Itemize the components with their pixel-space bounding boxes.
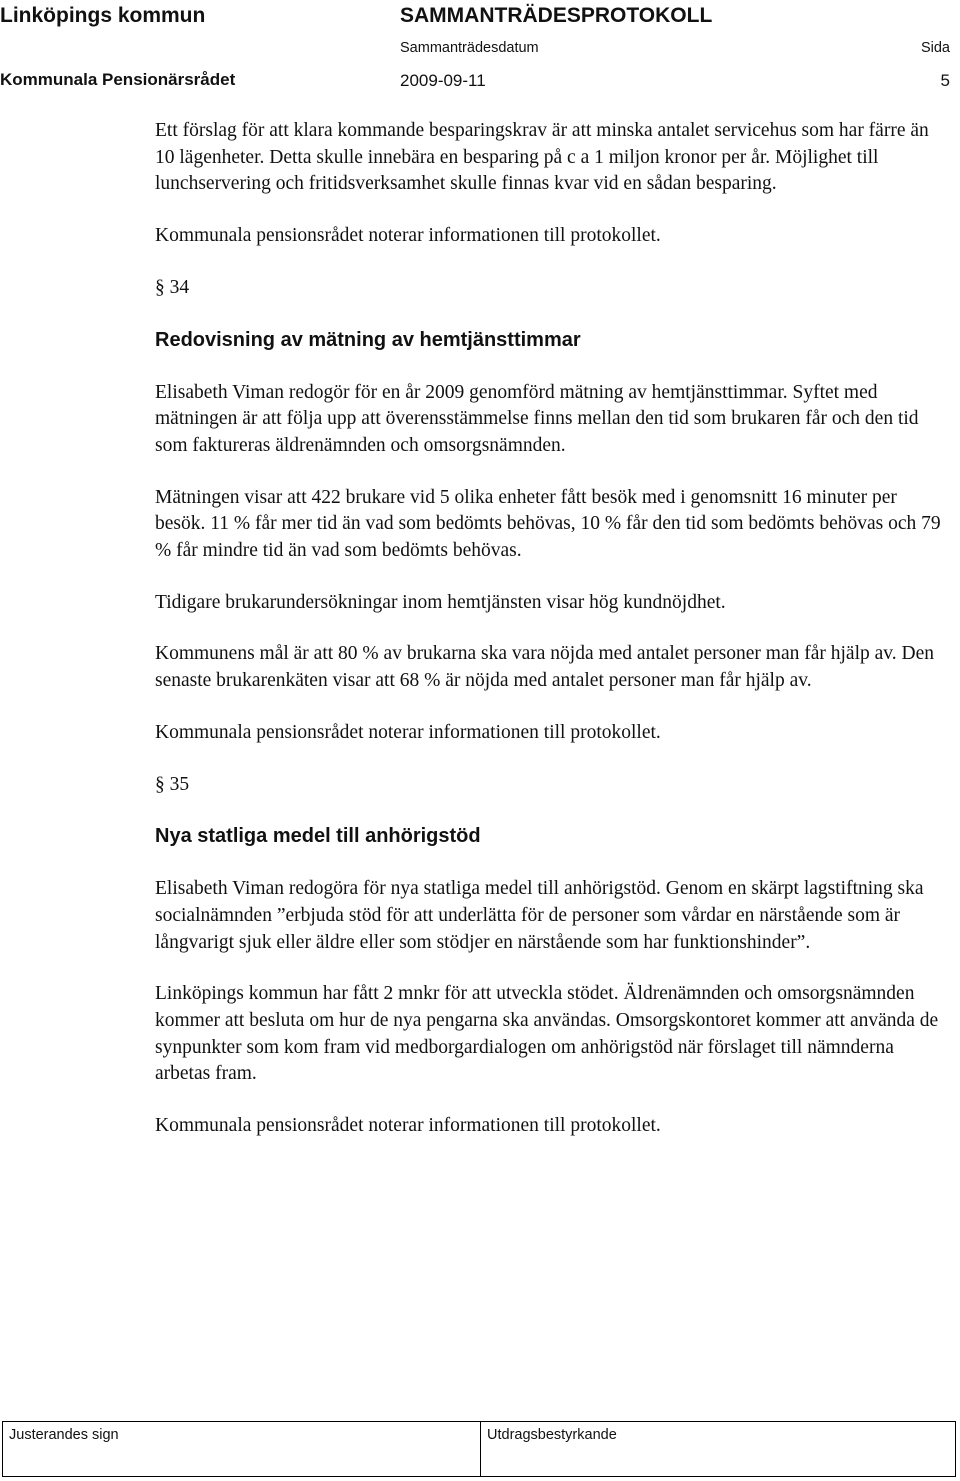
section-35-number: § 35 (155, 773, 190, 795)
document-body (155, 118, 945, 1140)
section-34-note: Kommunala pensionsrådet noterar informationen till protokollet. (155, 721, 661, 743)
intro-paragraph: Ett förslag för att klara kommande besparingskrav är att minska antalet servicehus som har färre än 10 lägenheter. Detta skulle innebära en besparing på c a 1 miljon kronor per år. Möjlighet till lunchservering och fritidsverksamhet skulle finnas kvar vid en sådan besparing. (155, 120, 929, 195)
sign-label: Justerandes sign (9, 1427, 119, 1443)
council-name: Kommunala Pensionärsrådet (0, 70, 236, 89)
meeting-date: 2009-09-11 (400, 71, 486, 90)
section-34-title: Redovisning av mätning av hemtjänsttimmar (155, 328, 581, 351)
page-number: 5 (940, 71, 950, 90)
section-34-paragraph-1: Elisabeth Viman redogör för en år 2009 genomförd mätning av hemtjänsttimmar. Syftet med mätningen är att följa upp att överensstämmelse finns mellan den tid som brukaren får och den tid som faktureras äldrenämnden och omsorgsnämnden. (155, 381, 919, 456)
section-34-number: § 34 (155, 276, 190, 298)
meeting-date-label: Sammanträdesdatum (400, 40, 539, 56)
extract-cell (481, 1422, 955, 1476)
section-34-paragraph-3: Tidigare brukarundersökningar inom hemtjänsten visar hög kundnöjdhet. (155, 591, 726, 613)
section-34-paragraph-4: Kommunens mål är att 80 % av brukarna ska vara nöjda med antalet personer man får hjälp av. Den senaste brukarenkäten visar att 68 % är nöjda med antalet personer man får hjälp av. (155, 643, 934, 692)
section-34-paragraph-2: Mätningen visar att 422 brukare vid 5 olika enheter fått besök med i genomsnitt 16 minuter per besök. 11 % får mer tid än vad som bedömts behövas, 10 % får den tid som bedömts behövas och 79 % får mindre tid än vad som bedömts behövas. (155, 486, 941, 562)
section-35-title: Nya statliga medel till anhörigstöd (155, 825, 481, 848)
section-35-note: Kommunala pensionsrådet noterar informationen till protokollet. (155, 1115, 661, 1137)
organization-name: Linköpings kommun (0, 4, 206, 27)
intro-note: Kommunala pensionsrådet noterar informationen till protokollet. (155, 225, 661, 247)
extract-label: Utdragsbestyrkande (487, 1427, 617, 1443)
section-35-paragraph-1: Elisabeth Viman redogöra för nya statliga medel till anhörigstöd. Genom en skärpt lagstiftning ska socialnämnden ”erbjuda stöd för att underlätta för de personer som vårdar en närstående som är långvarigt sjuk eller äldre eller som stödjer en närstående som har funktionshinder”. (155, 878, 924, 953)
sign-cell (3, 1422, 481, 1476)
signature-footer (2, 1421, 956, 1477)
page-label: Sida (920, 40, 950, 56)
document-type: SAMMANTRÄDESPROTOKOLL (400, 4, 713, 27)
section-35-paragraph-2: Linköpings kommun har fått 2 mnkr för att utveckla stödet. Äldrenämnden och omsorgsnämnden kommer att besluta om hur de nya pengarna ska användas. Omsorgskontoret kommer att använda de synpunkter som kom fram vid medborgardialogen om anhörigstöd när förslaget till nämnderna arbetas fram. (155, 983, 939, 1085)
